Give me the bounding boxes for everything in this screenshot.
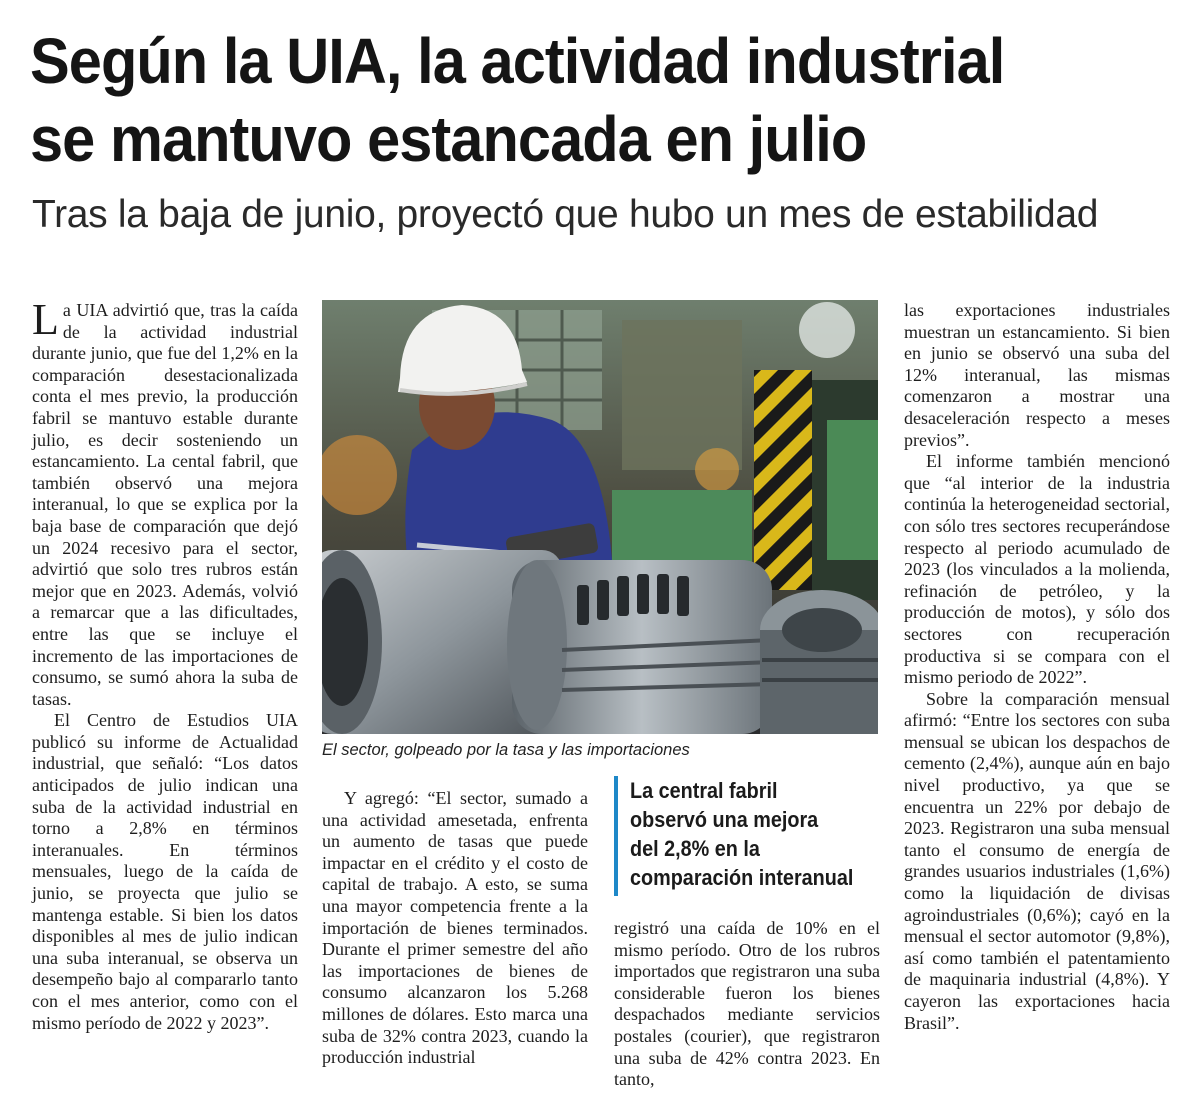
pull-quote-line-1: La central fabril: [630, 778, 778, 803]
headline-line-2: se mantuvo estancada en julio: [30, 103, 867, 175]
drop-cap: L: [32, 295, 59, 344]
subheadline: Tras la baja de junio, proyectó que hubo un mes de estabilidad: [32, 193, 1099, 236]
headline-line-1: Según la UIA, la actividad industrial: [30, 25, 1005, 97]
pull-quote-line-3: del 2,8% en la: [630, 836, 760, 861]
article-column-3: [614, 918, 880, 1091]
factory-worker-photo: [322, 300, 878, 734]
paragraph-4: registró una caída de 10% en el mismo período. Otro de los rubros importados que registraron una suba considerable fueron los bienes despachados mediante servicios postales (courier), que registraron una suba de 42% contra 2023. En tanto,: [614, 918, 880, 1090]
pull-quote-line-4: comparación interanual: [630, 865, 854, 890]
article-column-2: [322, 788, 588, 1069]
paragraph-1: [32, 295, 298, 710]
paragraph-3: Y agregó: “El sector, sumado a una actividad amesetada, enfrenta un aumento de tasas que puede impactar en el crédito y el costo de capital de trabajo. A esto, se suma una mayor competencia frente a la importación de bienes terminados. Durante el primer semestre del año las importaciones de bienes de consumo alcanzaron los 5.268 millones de dólares. Esto marca una suba de 32% contra 2023, cuando la producción industrial: [322, 788, 588, 1068]
photo-caption: El sector, golpeado por la tasa y las importaciones: [322, 741, 690, 759]
paragraph-5: las exportaciones industriales muestran un estancamiento. Si bien en junio se observó una suba del 12% interanual, las mismas comenzaron a mostrar una desaceleración respecto a meses previos”.: [904, 300, 1170, 450]
paragraph-1-text: a UIA advirtió que, tras la caída de la actividad industrial durante junio, que fue del 1,2% en la comparación desestacionalizada conta el mes previo, la producción fabril se mantuvo estable durante julio, es decir sosteniendo un estancamiento. La cental fabril, que también observó una mejora interanual, lo que se explica por la baja base de comparación que dejó un 2024 recesivo para el sector, advirtió que solo tres rubros están mejor que en 2023. Además, volvió a remarcar que a las dificultades, entre las que se incluye el incremento de las importaciones de consumo, se sumó ahora la suba de tasas.: [32, 300, 298, 709]
article-photo: [322, 300, 878, 734]
paragraph-7: Sobre la comparación mensual afirmó: “Entre los sectores con suba mensual se ubican los despachos de cemento (2,4%), aunque aún en bajo nivel productivo, ya que se encuentra un 22% por debajo de 2023. Registraron una suba mensual tanto el consumo de energía de grandes usuarios industriales (1,6%) como la liquidación de divisas agroindustriales (0,6%); cayó en la mensual el sector automotor (9,8%), así como también el patentamiento de maquinaria industrial (4,8%). Y cayeron las exportaciones hacia Brasil”.: [904, 688, 1170, 1033]
article-column-4: [904, 300, 1170, 1034]
headline: [30, 22, 1100, 178]
paragraph-6: El informe también mencionó que “al interior de la industria continúa la heterogeneidad sectorial, con sólo tres sectores recuperándose respecto al periodo acumulado de 2023 (los vinculados a la molienda, refinación de petróleo, y la producción de motos), y sólo dos sectores con recuperación productiva si se compara con el mismo periodo de 2022”.: [904, 451, 1170, 688]
pull-quote-line-2: observó una mejora: [630, 807, 819, 832]
pull-quote: [614, 776, 880, 896]
paragraph-2: El Centro de Estudios UIA publicó su informe de Actualidad industrial, que señaló: “Los datos anticipados de julio indican una suba de la actividad industrial en torno a 2,8% en términos interanuales. En términos mensuales, luego de la caída de junio, se proyecta que julio se mantenga estable. Si bien los datos disponibles al mes de julio indican una suba interanual, se observa un desempeño bajo al compararlo tanto con el mes anterior, como con el mismo período de 2022 y 2023”.: [32, 710, 298, 1033]
article-column-1: [32, 295, 298, 1034]
